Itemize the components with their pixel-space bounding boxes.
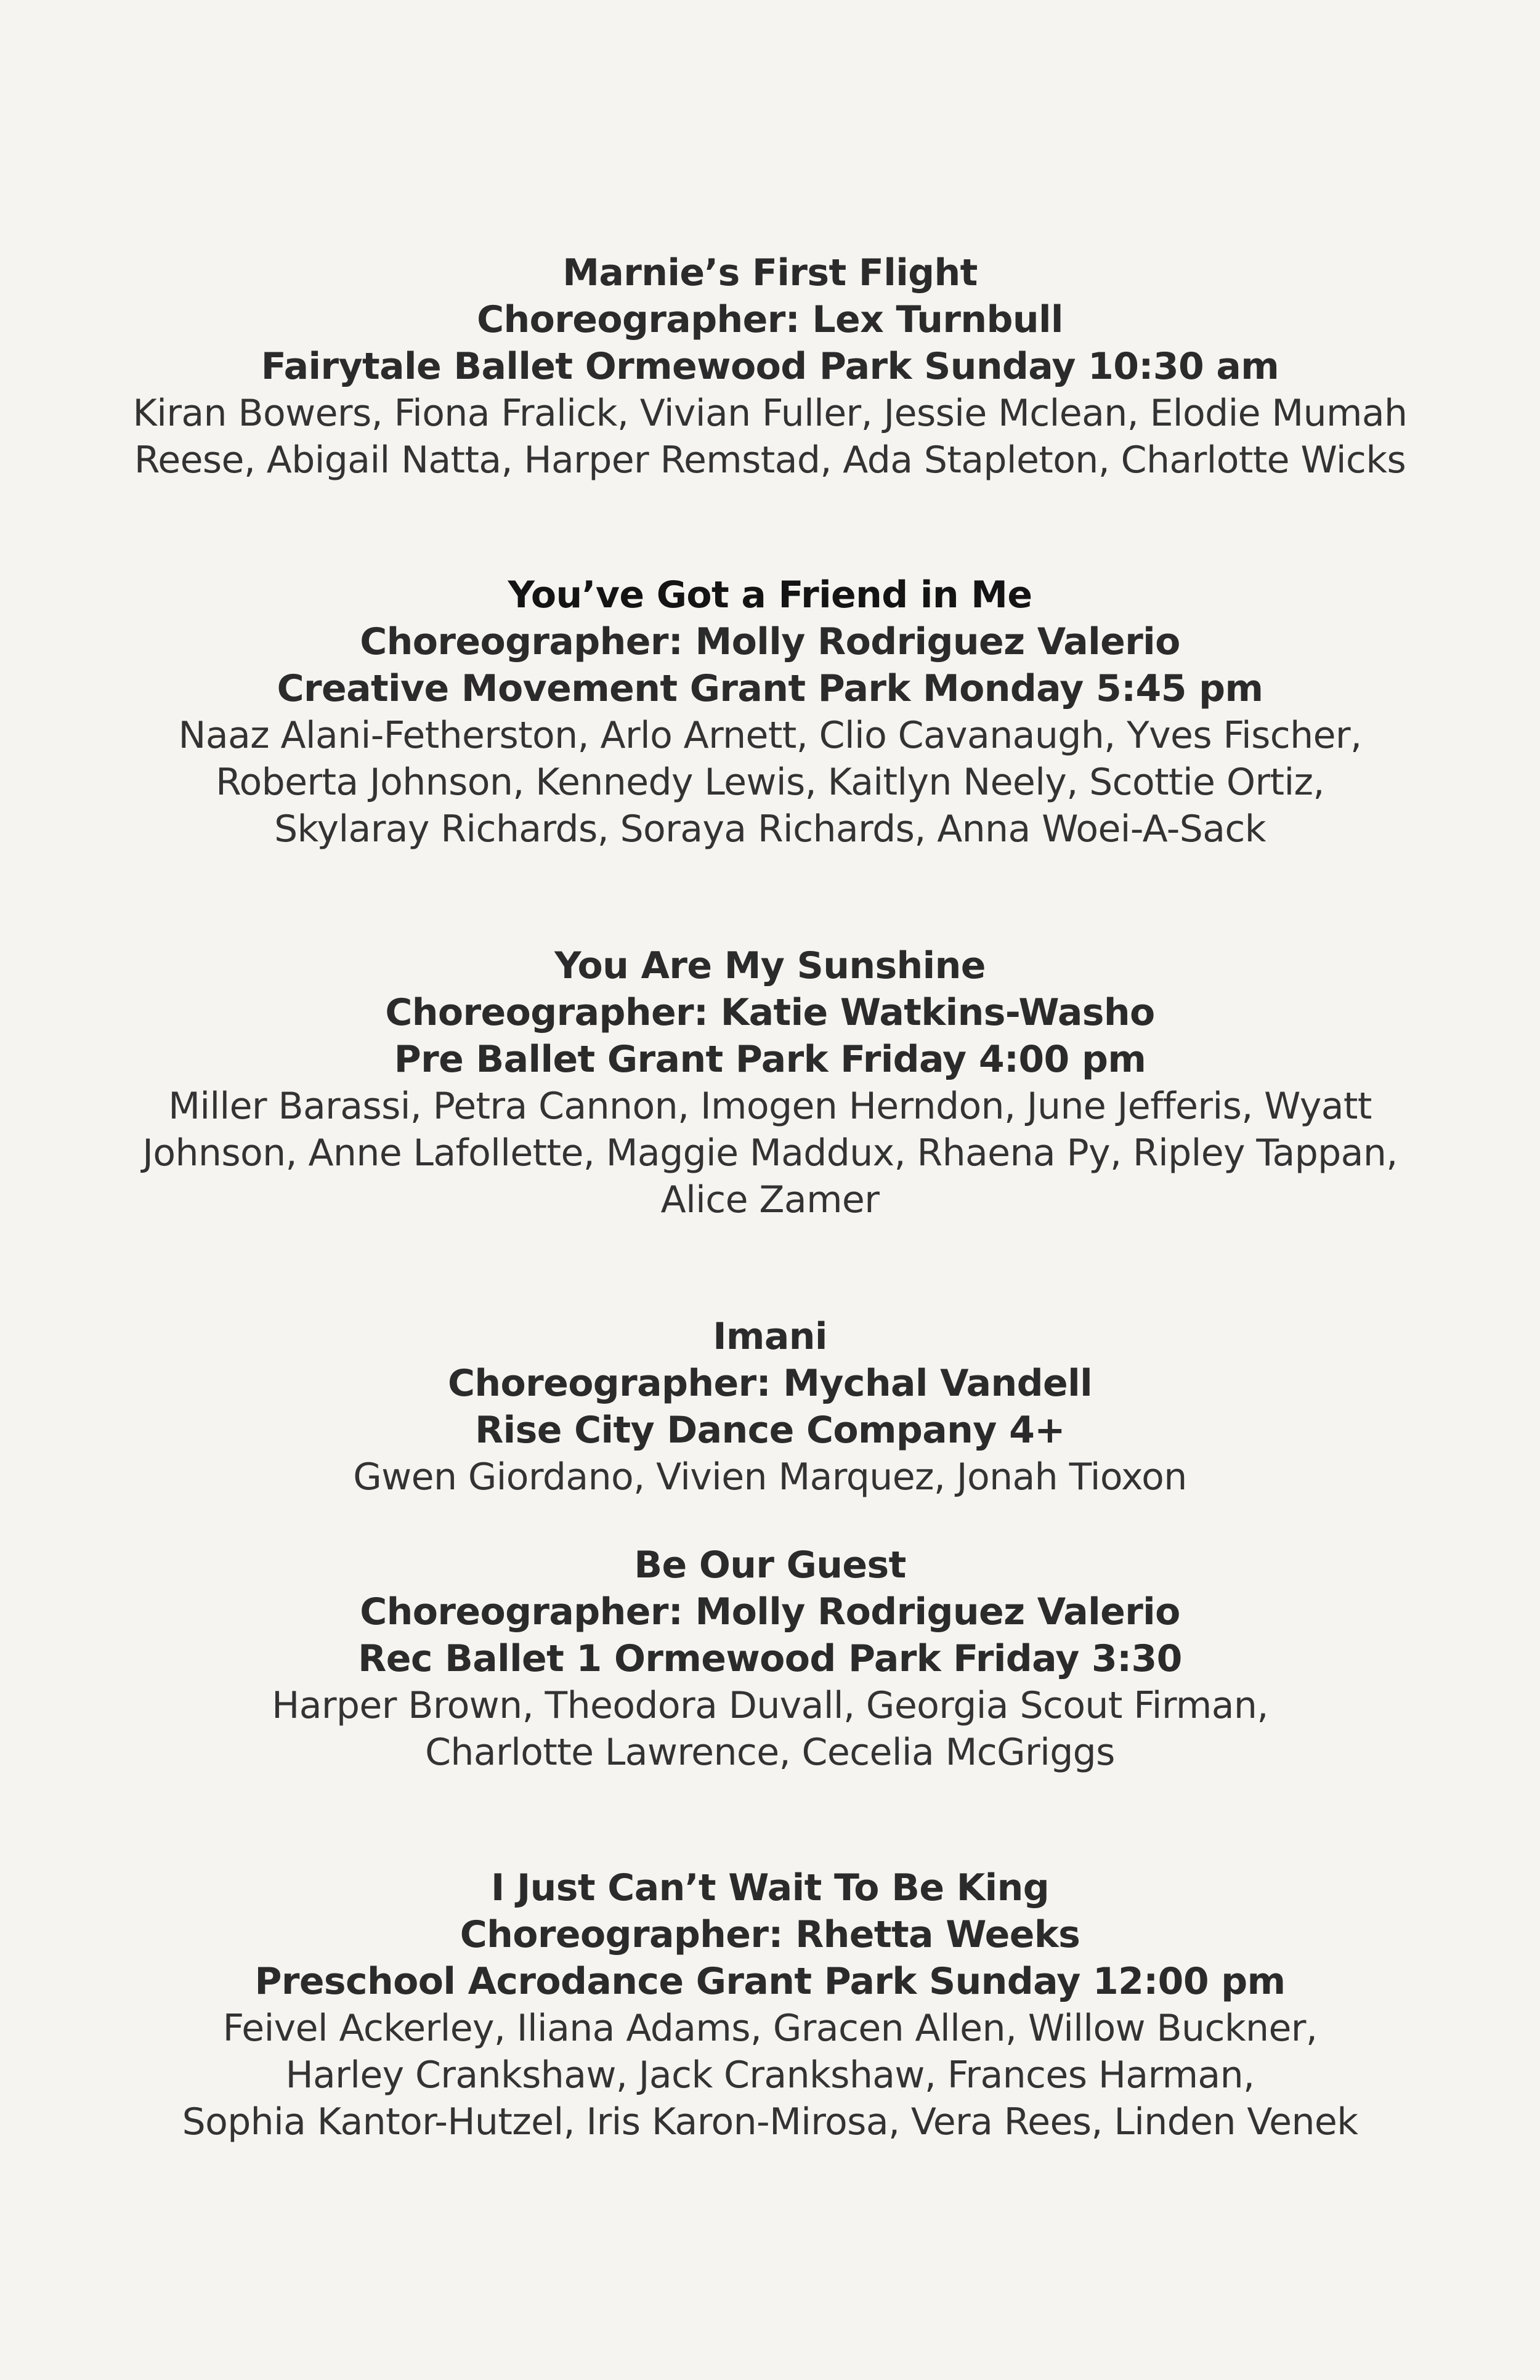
piece-title: You’ve Got a Friend in Me — [508, 573, 1032, 617]
piece-title: You Are My Sunshine — [554, 944, 986, 987]
dancer-list-line: Reese, Abigail Natta, Harper Remstad, Ada Stapleton, Charlotte Wicks — [134, 439, 1406, 482]
piece-class-info: Rec Ballet 1 Ormewood Park Friday 3:30 — [358, 1637, 1182, 1680]
piece-choreographer: Choreographer: Molly Rodriguez Valerio — [360, 620, 1180, 663]
dancer-list-line: Naaz Alani-Fetherston, Arlo Arnett, Clio Cavanaugh, Yves Fischer, — [178, 714, 1362, 757]
piece-youve-got-a-friend-in-me — [0, 572, 1540, 852]
piece-class-info: Rise City Dance Company 4+ — [475, 1409, 1065, 1452]
piece-be-our-guest — [0, 1542, 1540, 1776]
piece-choreographer: Choreographer: Rhetta Weeks — [460, 1913, 1080, 1956]
piece-title: Imani — [713, 1315, 827, 1358]
piece-title: I Just Can’t Wait To Be King — [490, 1866, 1050, 1909]
dancer-list-line: Johnson, Anne Lafollette, Maggie Maddux, Rhaena Py, Ripley Tappan, — [142, 1131, 1398, 1175]
dancer-list-line: Feivel Ackerley, Iliana Adams, Gracen Allen, Willow Buckner, — [222, 2007, 1318, 2050]
piece-imani — [0, 1313, 1540, 1500]
piece-class-info: Creative Movement Grant Park Monday 5:45 pm — [277, 667, 1263, 710]
dancer-list-line: Gwen Giordano, Vivien Marquez, Jonah Tioxon — [353, 1455, 1187, 1499]
piece-class-info: Pre Ballet Grant Park Friday 4:00 pm — [394, 1038, 1146, 1081]
dancer-list-line: Roberta Johnson, Kennedy Lewis, Kaitlyn Neely, Scottie Ortiz, — [216, 761, 1324, 804]
piece-class-info: Fairytale Ballet Ormewood Park Sunday 10:30 am — [261, 345, 1279, 388]
piece-you-are-my-sunshine — [0, 942, 1540, 1223]
piece-title: Be Our Guest — [634, 1544, 906, 1587]
piece-class-info: Preschool Acrodance Grant Park Sunday 12:00 pm — [254, 1960, 1286, 2003]
piece-choreographer: Choreographer: Lex Turnbull — [477, 298, 1063, 341]
dancer-list-line: Sophia Kantor-Hutzel, Iris Karon-Mirosa, Vera Rees, Linden Venek — [182, 2100, 1358, 2143]
dancer-list-line: Alice Zamer — [660, 1178, 880, 1221]
piece-i-just-cant-wait-to-be-king — [0, 1864, 1540, 2145]
piece-title: Marnie’s First Flight — [562, 251, 978, 294]
dancer-list-line: Skylaray Richards, Soraya Richards, Anna Woei-A-Sack — [274, 808, 1266, 851]
dancer-list-line: Harper Brown, Theodora Duvall, Georgia Scout Firman, — [272, 1684, 1268, 1727]
piece-choreographer: Choreographer: Katie Watkins-Washo — [385, 991, 1155, 1034]
piece-choreographer: Choreographer: Molly Rodriguez Valerio — [360, 1590, 1180, 1633]
dancer-list-line: Harley Crankshaw, Jack Crankshaw, Frances Harman, — [285, 2054, 1255, 2097]
dancer-list-line: Miller Barassi, Petra Cannon, Imogen Herndon, June Jefferis, Wyatt — [168, 1085, 1372, 1128]
dancer-list-line: Kiran Bowers, Fiona Fralick, Vivian Fuller, Jessie Mclean, Elodie Mumah — [132, 392, 1408, 435]
piece-choreographer: Choreographer: Mychal Vandell — [447, 1362, 1093, 1405]
dancer-list-line: Charlotte Lawrence, Cecelia McGriggs — [425, 1731, 1115, 1774]
piece-marnies-first-flight — [0, 249, 1540, 484]
